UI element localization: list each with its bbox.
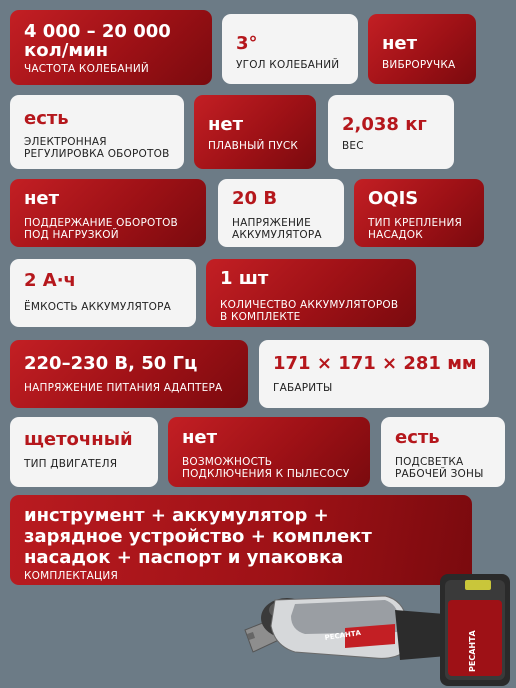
spec-card-oscillation-frequency xyxy=(10,10,212,85)
spec-card-speed-control xyxy=(10,95,184,169)
spec-value: 3° xyxy=(236,33,258,54)
spec-value: 20 В xyxy=(232,188,278,209)
spec-value: есть xyxy=(24,108,69,129)
spec-card-work-light xyxy=(381,417,505,487)
spec-value: есть xyxy=(395,427,440,448)
spec-card-adapter-voltage xyxy=(10,340,248,408)
spec-label: ВОЗМОЖНОСТЬ ПОДКЛЮЧЕНИЯ К ПЫЛЕСОСУ xyxy=(182,456,350,480)
spec-card-soft-start xyxy=(194,95,316,169)
spec-card-motor-type xyxy=(10,417,158,487)
spec-value: нет xyxy=(208,114,244,135)
spec-card-vibration-handle xyxy=(368,14,476,84)
spec-label: ВЕС xyxy=(342,140,364,152)
spec-value: 2,038 кг xyxy=(342,114,427,135)
spec-label: ТИП КРЕПЛЕНИЯ НАСАДОК xyxy=(368,217,462,241)
spec-card-oscillation-angle xyxy=(222,14,358,84)
spec-label: ТИП ДВИГАТЕЛЯ xyxy=(24,458,118,470)
spec-card-mount-type xyxy=(354,179,484,247)
brand-logo: РЕСАНТА xyxy=(324,628,362,642)
spec-value: 2 А·ч xyxy=(24,270,76,291)
spec-label: КОЛИЧЕСТВО АККУМУЛЯТОРОВ В КОМПЛЕКТЕ xyxy=(220,299,399,323)
spec-value: OQIS xyxy=(368,188,419,209)
spec-label: НАПРЯЖЕНИЕ АККУМУЛЯТОРА xyxy=(232,217,322,241)
spec-card-dimensions xyxy=(259,340,489,408)
spec-value: нет xyxy=(24,188,60,209)
spec-label: НАПРЯЖЕНИЕ ПИТАНИЯ АДАПТЕРА xyxy=(24,382,223,394)
spec-label: ЭЛЕКТРОННАЯ РЕГУЛИРОВКА ОБОРОТОВ xyxy=(24,136,170,160)
spec-card-battery-capacity xyxy=(10,259,196,327)
spec-value: нет xyxy=(382,33,418,54)
spec-value: 171 × 171 × 281 мм xyxy=(273,353,477,374)
spec-label: ПОДДЕРЖАНИЕ ОБОРОТОВ ПОД НАГРУЗКОЙ xyxy=(24,217,178,241)
multitool-product-image xyxy=(235,560,516,688)
spec-value: щеточный xyxy=(24,429,133,450)
spec-value: инструмент + аккумулятор + зарядное устройство + комплект насадок + паспорт и упаковка xyxy=(24,505,372,568)
spec-value: нет xyxy=(182,427,218,448)
spec-card-vacuum-connection xyxy=(168,417,370,487)
spec-label: ГАБАРИТЫ xyxy=(273,382,333,394)
spec-label: ВИБРОРУЧКА xyxy=(382,59,456,71)
spec-value: 4 000 – 20 000 кол/мин xyxy=(24,21,171,61)
spec-value: 220–230 В, 50 Гц xyxy=(24,353,198,374)
spec-label: КОМПЛЕКТАЦИЯ xyxy=(24,570,118,582)
spec-label: УГОЛ КОЛЕБАНИЙ xyxy=(236,59,340,71)
spec-label: ПЛАВНЫЙ ПУСК xyxy=(208,140,299,152)
battery-icon xyxy=(440,574,510,686)
svg-text:РЕСАНТА: РЕСАНТА xyxy=(468,630,477,672)
spec-value: 1 шт xyxy=(220,268,269,289)
spec-label: ПОДСВЕТКА РАБОЧЕЙ ЗОНЫ xyxy=(395,456,484,480)
spec-card-battery-voltage xyxy=(218,179,344,247)
spec-card-speed-under-load xyxy=(10,179,206,247)
spec-card-weight xyxy=(328,95,454,169)
spec-card-battery-count xyxy=(206,259,416,327)
spec-label: ЧАСТОТА КОЛЕБАНИЙ xyxy=(24,63,149,75)
spec-label: ЁМКОСТЬ АККУМУЛЯТОРА xyxy=(24,301,172,313)
